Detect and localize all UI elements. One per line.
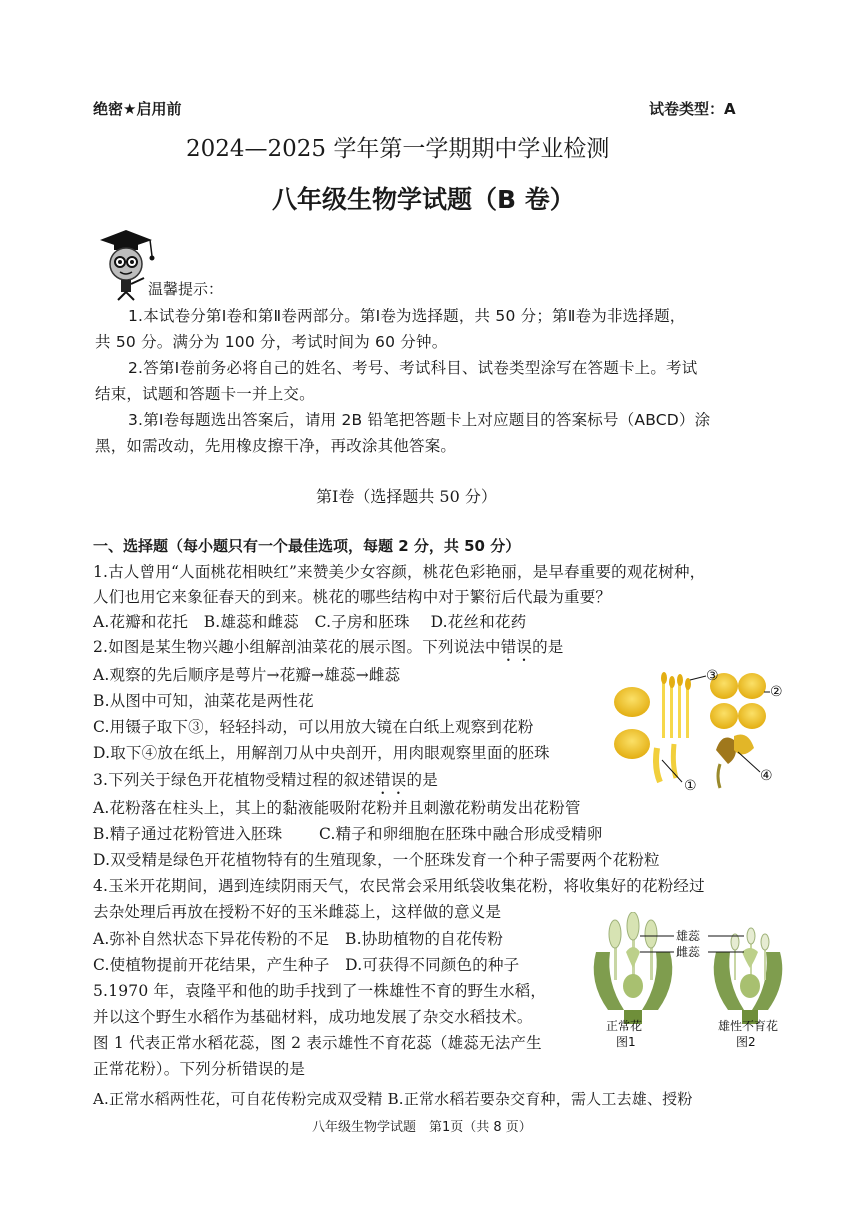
q2-stem-part-c: 的是 [532,638,564,656]
q1-options: A.花瓣和花托 B.雄蕊和雌蕊 C.子房和胚珠 D.花丝和花药 [93,613,527,631]
q2-option-b: B.从图中可知，油菜花是两性花 [93,692,314,710]
q5-stem-line-4: 正常花粉）。下列分析错误的是 [93,1060,306,1078]
part-title: 一、选择题（每小题只有一个最佳选项，每题 2 分，共 50 分） [93,537,521,555]
q1-stem-line-1: 1.古人曾用“人面桃花相映红”来赞美少女容颜，桃花色彩艳丽，是早春重要的观花树种， [93,563,706,581]
figure-2-number: 图2 [736,1035,756,1048]
q2-stem-part-a: 2.如图是某生物兴趣小组解剖油菜花的展示图。下列说法中 [93,638,501,656]
q3-option-a: A.花粉落在柱头上，其上的黏液能吸附花粉并且刺激花粉萌发出花粉管 [93,799,581,817]
q3-option-d: D.双受精是绿色开花植物特有的生殖现象，一个胚珠发育一个种子需要两个花粉粒 [93,851,660,869]
notice-item-1-line-1: 1.本试卷分第Ⅰ卷和第Ⅱ卷两部分。第Ⅰ卷为选择题，共 50 分；第Ⅱ卷为非选择题， [128,307,686,325]
q3-stem-emphasis: 错误 [375,771,407,789]
subject-title: 八年级生物学试题（B 卷） [272,185,575,214]
exam-title: 2024—2025 学年第一学期期中学业检测 [186,136,610,162]
male-sterile-flower-drawing [714,928,783,1024]
pistil-label: 雌蕊 [676,945,701,959]
q5-stem-line-1: 5.1970 年，袁隆平和他的助手找到了一株雄性不育的野生水稻， [93,982,547,1000]
notice-item-2-line-1: 2.答第Ⅰ卷前务必将自己的姓名、考号、考试科目、试卷类型涂写在答题卡上。考试 [128,359,698,377]
notice-item-3-line-1: 3.第Ⅰ卷每题选出答案后，请用 2B 铅笔把答题卡上对应题目的答案标号（ABCD）涂 [128,411,711,429]
normal-flower-drawing [594,912,673,1024]
stamen-label: 雄蕊 [676,929,701,943]
q3-stem-part-c: 的是 [406,771,438,789]
q5-stem-line-3: 图 1 代表正常水稻花蕊，图 2 表示雄性不育花蕊（雄蕊无法产生 [93,1034,542,1052]
notice-item-2-line-2: 结束，试题和答题卡一并上交。 [95,385,315,403]
q2-option-a: A.观察的先后顺序是萼片→花瓣→雄蕊→雌蕊 [93,666,401,684]
q5-options-ab: A.正常水稻两性花，可自花传粉完成双受精 B.正常水稻若要杂交育种，需人工去雄、授粉 [93,1090,693,1108]
q5-stem-line-2: 并以这个野生水稻作为基础材料，成功地发展了杂交水稻技术。 [93,1008,533,1026]
petal [738,673,766,699]
q3-stem-part-a: 3.下列关于绿色开花植物受精过程的叙述 [93,771,376,789]
figure-label-2: ② [770,684,783,700]
figure-label-1: ① [684,778,697,794]
figure-1-caption: 正常花 [606,1019,643,1033]
q4-options-cd: C.使植物提前开花结果，产生种子 D.可获得不同颜色的种子 [93,956,520,974]
petal [710,703,738,729]
volume-title: 第Ⅰ卷（选择题共 50 分） [316,487,497,506]
q2-option-d: D.取下④放在纸上，用解剖刀从中央剖开，用肉眼观察里面的胚珠 [93,744,550,762]
q3-option-bc: B.精子通过花粉管进入胚珠 C.精子和卵细胞在胚珠中融合形成受精卵 [93,825,603,843]
figure-label-3: ③ [706,668,719,684]
q4-stem-line-2: 去杂处理后再放在授粉不好的玉米雌蕊上，这样做的意义是 [93,903,502,921]
page-footer: 八年级生物学试题 第1页（共 8 页） [312,1120,532,1135]
q2-option-c: C.用镊子取下③，轻轻抖动，可以用放大镜在白纸上观察到花粉 [93,718,534,736]
paper-type: 试卷类型：A [649,100,736,118]
rapeseed-flower-figure [602,664,790,794]
notice-heading: 温馨提示： [148,280,224,298]
notice-item-1-line-2: 共 50 分。满分为 100 分，考试时间为 60 分钟。 [95,333,448,351]
petal [738,703,766,729]
q2-stem [93,635,564,665]
figure-label-4: ④ [760,768,773,784]
q2-stem-emphasis: 错误 [500,638,533,656]
figure-2-caption: 雄性不育花 [718,1019,779,1033]
rice-flower-figure [584,912,794,1048]
petal [614,729,650,759]
secrecy-mark: 绝密★启用前 [93,100,182,118]
q4-options-ab: A.弥补自然状态下异花传粉的不足 B.协助植物的自花传粉 [93,930,504,948]
figure-1-number: 图1 [616,1035,636,1048]
q1-stem-line-2: 人们也用它来象征春天的到来。桃花的哪些结构中对于繁衍后代最为重要？ [93,588,612,606]
notice-item-3-line-2: 黑，如需改动，先用橡皮擦干净，再改涂其他答案。 [95,437,457,455]
q4-stem-line-1: 4.玉米开花期间，遇到连续阴雨天气，农民常会采用纸袋收集花粉，将收集好的花粉经过 [93,877,705,895]
petal [614,687,650,717]
q3-stem [93,768,438,798]
